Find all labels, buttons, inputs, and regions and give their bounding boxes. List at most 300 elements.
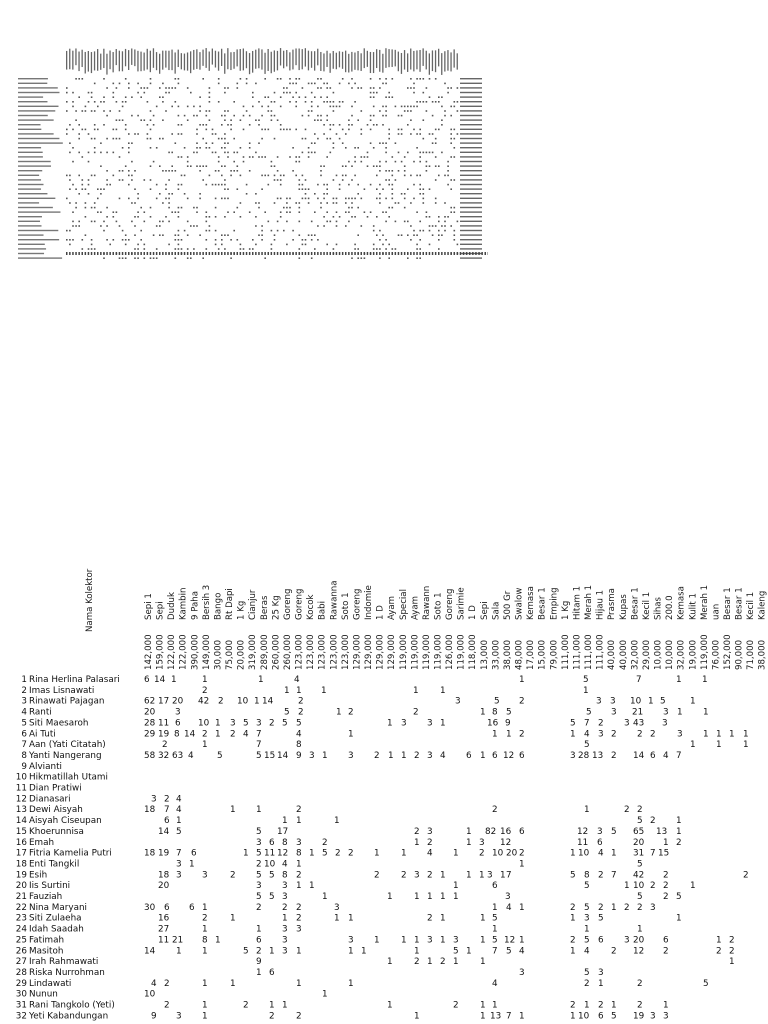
column-price: 123,000 xyxy=(329,634,340,670)
column-label: Kaleng xyxy=(757,590,768,620)
column-label: Sala xyxy=(491,601,502,620)
quantity-cell: 5 xyxy=(217,751,223,761)
quantity-cell: 1 xyxy=(387,892,393,902)
column-label: Besar 1 xyxy=(537,587,548,620)
quantity-cell: 2 xyxy=(663,881,669,892)
column-price: 152,000 xyxy=(723,634,733,670)
column-price: 289,000 xyxy=(259,634,270,670)
column-label: Sepi 1 xyxy=(144,593,154,620)
quantity-cell: 3 xyxy=(256,718,262,729)
collector-name: Rani Tangkolo (Yeti) xyxy=(29,1000,115,1011)
quantity-cell: 1 xyxy=(309,848,315,859)
quantity-cell: 17 xyxy=(158,696,170,707)
column-label: Bersih 3 xyxy=(201,584,212,620)
column-price: 20,000 xyxy=(236,639,247,670)
quantity-cell: 7 xyxy=(636,675,642,685)
column-label: Soto 1 xyxy=(433,592,444,620)
quantity-cell: 3 xyxy=(282,946,288,957)
quantity-cell: 4 xyxy=(176,794,182,805)
quantity-cell: 2 xyxy=(296,902,302,913)
collector-name: Rinawati Pajagan xyxy=(29,696,105,707)
quantity-cell: 1 xyxy=(702,675,708,685)
column-label: Bango xyxy=(213,592,224,620)
quantity-cell: 1 xyxy=(611,902,617,913)
quantity-cell: 1 xyxy=(637,924,643,935)
quantity-cell: 1 xyxy=(598,978,604,989)
quantity-cell: 1 xyxy=(361,946,367,957)
quantity-cell: 1 xyxy=(690,881,696,892)
quantity-cell: 13 xyxy=(490,1011,502,1022)
quantity-cell: 3 xyxy=(505,892,511,902)
quantity-cell: 1 xyxy=(413,685,419,696)
quantity-cell: 8 xyxy=(492,707,498,718)
quantity-cell: 17 xyxy=(277,826,289,837)
quantity-cell: 1 xyxy=(256,968,262,978)
quantity-cell: 1 xyxy=(519,902,525,913)
quantity-cell: 2 xyxy=(296,870,302,881)
quantity-cell: 1 xyxy=(401,848,407,859)
quantity-cell: 1 xyxy=(215,935,221,946)
collector-name: Emah xyxy=(29,837,55,848)
quantity-cell: 3 xyxy=(455,696,461,707)
quantity-cell: 3 xyxy=(334,902,340,913)
quantity-cell: 2 xyxy=(624,902,630,913)
quantity-cell: 1 xyxy=(570,1011,576,1022)
quantity-cell: 3 xyxy=(677,729,683,740)
quantity-cell: 2 xyxy=(570,935,576,946)
column-label: Hijau 1 xyxy=(595,589,606,620)
quantity-cell: 4 xyxy=(598,848,604,859)
quantity-cell: 5 xyxy=(492,935,498,946)
quantity-cell: 1 xyxy=(663,837,669,848)
quantity-cell: 1 xyxy=(296,859,302,870)
quantity-cell: 5 xyxy=(676,892,682,902)
quantity-cell: 2 xyxy=(584,978,590,989)
row-number: 23 xyxy=(15,913,27,924)
column-label: Babi xyxy=(317,600,328,620)
row-number: 7 xyxy=(21,740,27,751)
row-number: 1 xyxy=(21,675,27,685)
quantity-cell: 1 xyxy=(440,913,446,924)
column-label: Kecil 1 xyxy=(746,591,757,620)
quantity-cell: 14 xyxy=(144,946,156,957)
row-number: 11 xyxy=(15,783,27,794)
column-price: 122,000 xyxy=(167,634,178,670)
quantity-cell: 8 xyxy=(296,848,302,859)
column-price: 29,000 xyxy=(641,639,652,670)
quantity-cell: 1 xyxy=(414,892,420,902)
column-price: 119,000 xyxy=(433,634,444,670)
quantity-cell: 3 xyxy=(650,902,656,913)
quantity-cell: 1 xyxy=(427,957,433,968)
quantity-cell: 5 xyxy=(453,946,459,957)
quantity-cell: 4 xyxy=(294,675,300,685)
quantity-cell: 5 xyxy=(584,740,590,751)
quantity-cell: 1 xyxy=(690,696,696,707)
quantity-cell: 5 xyxy=(584,935,590,946)
quantity-cell: 28 xyxy=(144,718,156,729)
collector-name: Dewi Aisyah xyxy=(29,805,83,816)
quantity-cell: 2 xyxy=(676,837,682,848)
collector-name: Riska Nurrohman xyxy=(29,968,105,978)
quantity-cell: 7 xyxy=(611,870,617,881)
quantity-cell: 3 xyxy=(597,826,603,837)
quantity-cell: 1 xyxy=(202,924,208,935)
quantity-cell: 5 xyxy=(584,902,590,913)
quantity-cell: 20 xyxy=(633,935,645,946)
column-price: 32,000 xyxy=(676,639,687,670)
quantity-cell: 4 xyxy=(440,751,446,761)
quantity-cell: 11 xyxy=(158,935,170,946)
quantity-cell: 7 xyxy=(256,729,262,740)
quantity-cell: 2 xyxy=(414,957,420,968)
column-label: Rt Dapi xyxy=(225,588,236,620)
quantity-cell: 7 xyxy=(506,870,512,881)
column-price: 13,000 xyxy=(479,639,490,670)
quantity-cell: 2 xyxy=(427,837,433,848)
quantity-cell: 1 xyxy=(583,685,589,696)
column-price: 122,000 xyxy=(178,634,189,670)
collector-name: Aisyah Ciseupan xyxy=(29,816,102,826)
row-number: 18 xyxy=(15,859,27,870)
quantity-cell: 1 xyxy=(677,707,683,718)
quantity-cell: 2 xyxy=(202,729,208,740)
quantity-cell: 12 xyxy=(504,935,516,946)
quantity-cell: 2 xyxy=(298,696,304,707)
quantity-cell: 1 xyxy=(296,946,302,957)
quantity-cell: 5 xyxy=(243,718,249,729)
column-price: 119,000 xyxy=(456,634,467,670)
quantity-cell: 42 xyxy=(633,870,645,881)
column-price: 123,000 xyxy=(317,634,328,670)
quantity-cell: 1 xyxy=(584,1000,590,1011)
quantity-cell: 18 xyxy=(144,805,156,816)
column-price: 123,000 xyxy=(294,634,305,670)
quantity-cell: 1 xyxy=(703,729,709,740)
column-price: 149,000 xyxy=(201,634,212,670)
quantity-cell: 11 xyxy=(264,848,276,859)
quantity-cell: 10 xyxy=(198,718,210,729)
column-label: Sepi xyxy=(479,601,490,620)
quantity-cell: 29 xyxy=(144,729,156,740)
quantity-cell: 3 xyxy=(282,881,288,892)
quantity-cell: 2 xyxy=(230,870,236,881)
row-number: 22 xyxy=(15,902,27,913)
quantity-cell: 6 xyxy=(164,902,170,913)
quantity-cell: 3 xyxy=(479,837,485,848)
quantity-cell: 16 xyxy=(500,826,512,837)
column-label: Rawann xyxy=(421,585,432,620)
column-price: 111,000 xyxy=(560,634,571,670)
quantity-cell: 2 xyxy=(637,805,643,816)
quantity-cell: 2 xyxy=(663,870,669,881)
quantity-cell: 1 xyxy=(453,848,459,859)
column-price: 260,000 xyxy=(271,634,282,670)
quantity-cell: 1 xyxy=(480,1011,486,1022)
quantity-cell: 3 xyxy=(487,870,493,881)
column-price: 90,000 xyxy=(734,639,745,670)
quantity-cell: 1 xyxy=(743,729,749,740)
quantity-cell: 6 xyxy=(663,935,669,946)
quantity-cell: 20 xyxy=(633,837,645,848)
quantity-cell: 3 xyxy=(282,892,288,902)
quantity-cell: 5 xyxy=(322,848,328,859)
collector-name: Alvianti xyxy=(29,761,62,772)
column-price: 10,000 xyxy=(665,639,676,670)
quantity-cell: 1 xyxy=(624,881,630,892)
column-label: Goreng xyxy=(294,588,305,620)
column-price: 33,000 xyxy=(491,639,502,670)
quantity-cell: 1 xyxy=(374,848,380,859)
column-price: 40,000 xyxy=(607,639,618,670)
quantity-cell: 5 xyxy=(703,978,709,989)
column-price: 119,000 xyxy=(410,634,421,670)
quantity-cell: 14 xyxy=(262,696,274,707)
quantity-cell: 2 xyxy=(348,848,354,859)
quantity-cell: 5 xyxy=(256,826,262,837)
quantity-cell: 1 xyxy=(387,718,393,729)
quantity-cell: 6 xyxy=(598,935,604,946)
column-price: 260,000 xyxy=(283,634,293,670)
quantity-cell: 3 xyxy=(401,718,407,729)
quantity-cell: 1 xyxy=(466,826,472,837)
quantity-cell: 2 xyxy=(269,718,275,729)
row-number: 14 xyxy=(15,816,27,826)
quantity-cell: 7 xyxy=(164,805,170,816)
quantity-cell: 1 xyxy=(348,946,354,957)
quantity-cell: 2 xyxy=(729,946,735,957)
quantity-cell: 1 xyxy=(321,685,327,696)
row-number: 17 xyxy=(15,848,27,859)
column-price: 17,000 xyxy=(526,639,537,670)
quantity-cell: 1 xyxy=(743,740,749,751)
quantity-cell: 2 xyxy=(269,1011,275,1022)
column-label: 9 Paha xyxy=(190,591,201,620)
quantity-cell: 14 xyxy=(184,729,196,740)
quantity-cell: 1 xyxy=(729,957,735,968)
quantity-cell: 5 xyxy=(637,892,643,902)
quantity-cell: 2 xyxy=(637,729,643,740)
quantity-cell: 1 xyxy=(453,892,459,902)
quantity-cell: 6 xyxy=(492,751,498,761)
column-label: Kocok xyxy=(306,594,317,620)
quantity-cell: 2 xyxy=(570,1000,576,1011)
quantity-cell: 1 xyxy=(176,816,182,826)
quantity-cell: 5 xyxy=(494,696,500,707)
quantity-cell: 3 xyxy=(296,924,302,935)
quantity-cell: 32 xyxy=(158,751,170,761)
column-label: Kemasa xyxy=(676,586,687,620)
column-label: Duduk xyxy=(167,592,178,620)
quantity-cell: 1 xyxy=(202,740,208,751)
row-number: 21 xyxy=(15,892,27,902)
quantity-cell: 2 xyxy=(598,902,604,913)
quantity-cell: 11 xyxy=(577,837,589,848)
column-label: Ayam xyxy=(387,595,398,620)
quantity-cell: 1 xyxy=(230,978,236,989)
quantity-cell: 10 xyxy=(492,848,504,859)
quantity-cell: 2 xyxy=(162,740,168,751)
quantity-cell: 1 xyxy=(519,675,525,685)
quantity-cell: 2 xyxy=(663,946,669,957)
row-number: 13 xyxy=(15,805,27,816)
quantity-cell: 4 xyxy=(427,848,433,859)
quantity-cell: 5 xyxy=(637,859,643,870)
column-label: Kambin xyxy=(178,587,189,620)
quantity-cell: 2 xyxy=(440,957,446,968)
quantity-cell: 3 xyxy=(176,1011,182,1022)
quantity-cell: 2 xyxy=(256,859,262,870)
row-number: 25 xyxy=(15,935,27,946)
quantity-cell: 9 xyxy=(296,751,302,761)
quantity-cell: 1 xyxy=(230,805,236,816)
column-price: 79,000 xyxy=(549,639,560,670)
column-label: Rawanna xyxy=(329,580,340,620)
row-number: 27 xyxy=(15,957,27,968)
quantity-cell: 2 xyxy=(202,913,208,924)
quantity-cell: 2 xyxy=(348,707,354,718)
quantity-cell: 1 xyxy=(243,848,249,859)
row-number: 15 xyxy=(15,826,27,837)
column-label: Merah 1 xyxy=(699,584,710,620)
quantity-cell: 1 xyxy=(570,729,576,740)
row-number: 19 xyxy=(15,870,27,881)
quantity-cell: 9 xyxy=(151,1011,157,1022)
quantity-cell: 1 xyxy=(254,696,260,707)
quantity-cell: 4 xyxy=(282,859,288,870)
quantity-cell: 1 xyxy=(374,935,380,946)
collector-name: Nunun xyxy=(29,989,58,1000)
column-price: 30,000 xyxy=(213,639,224,670)
quantity-cell: 1 xyxy=(284,685,290,696)
row-number: 10 xyxy=(15,772,27,783)
column-price: 10,000 xyxy=(653,639,664,670)
column-price: 19,000 xyxy=(688,639,699,670)
quantity-cell: 3 xyxy=(519,968,525,978)
quantity-cell: 3 xyxy=(611,707,617,718)
name-column-header: Nama Kolektor xyxy=(85,568,95,632)
quantity-cell: 1 xyxy=(584,924,590,935)
quantity-cell: 1 xyxy=(334,913,340,924)
collector-name: Yanti Nangerang xyxy=(29,751,102,761)
quantity-cell: 3 xyxy=(596,696,602,707)
quantity-cell: 20 xyxy=(506,848,518,859)
quantity-cell: 1 xyxy=(427,892,433,902)
quantity-cell: 4 xyxy=(492,978,498,989)
column-price: 390,000 xyxy=(190,634,201,670)
row-number: 20 xyxy=(15,881,27,892)
collector-name: Aan (Yati Citatah) xyxy=(29,740,106,751)
quantity-cell: 10 xyxy=(144,989,156,1000)
quantity-cell: 5 xyxy=(660,696,666,707)
quantity-cell: 5 xyxy=(611,826,617,837)
quantity-cell: 6 xyxy=(189,902,195,913)
quantity-cell: 2 xyxy=(414,826,420,837)
quantity-cell: 5 xyxy=(256,870,262,881)
column-price: 159,000 xyxy=(155,634,166,670)
column-label: Indomie xyxy=(364,585,374,620)
quantity-cell: 1 xyxy=(466,870,472,881)
column-label: Kupas xyxy=(618,594,629,620)
quantity-cell: 1 xyxy=(676,826,682,837)
quantity-cell: 3 xyxy=(202,870,208,881)
quantity-cell: 5 xyxy=(506,946,512,957)
quantity-cell: 4 xyxy=(151,978,157,989)
quantity-cell: 1 xyxy=(336,707,342,718)
column-label: Sarimie xyxy=(456,587,467,620)
column-label: Besar 1 xyxy=(723,587,733,620)
quantity-cell: 1 xyxy=(215,729,221,740)
collector-name: Hikmatillah Utami xyxy=(29,772,108,783)
quantity-cell: 3 xyxy=(650,1011,656,1022)
quantity-cell: 2 xyxy=(164,1000,170,1011)
quantity-cell: 6 xyxy=(597,837,603,848)
quantity-cell: 5 xyxy=(282,718,288,729)
quantity-cell: 1 xyxy=(348,729,354,740)
quantity-cell: 1 xyxy=(480,913,486,924)
quantity-cell: 19 xyxy=(158,848,170,859)
quantity-cell: 43 xyxy=(633,718,645,729)
row-number: 32 xyxy=(15,1011,27,1022)
quantity-cell: 3 xyxy=(584,913,590,924)
column-label: Kecil 1 xyxy=(641,591,652,620)
quantity-cell: 1 xyxy=(570,848,576,859)
quantity-cell: 1 xyxy=(492,924,498,935)
column-price: 40,000 xyxy=(618,639,629,670)
quantity-cell: 10 xyxy=(237,696,249,707)
quantity-cell: 13 xyxy=(592,751,604,761)
quantity-cell: 8 xyxy=(202,935,208,946)
quantity-cell: 1 xyxy=(703,707,709,718)
quantity-cell: 2 xyxy=(519,729,525,740)
quantity-cell: 2 xyxy=(729,935,735,946)
quantity-cell: 1 xyxy=(202,902,208,913)
quantity-cell: 2 xyxy=(256,946,262,957)
quantity-cell: 3 xyxy=(598,729,604,740)
column-label: Kulit 1 xyxy=(688,593,699,620)
collector-name: Dianasari xyxy=(29,794,71,805)
quantity-cell: 14 xyxy=(154,675,166,685)
quantity-cell: 1 xyxy=(282,816,288,826)
column-label: 200.0 xyxy=(665,595,676,620)
quantity-cell: 1 xyxy=(387,1000,393,1011)
quantity-cell: 16 xyxy=(487,718,499,729)
quantity-cell: 19 xyxy=(158,729,170,740)
collector-name: Ai Tuti xyxy=(29,729,56,740)
quantity-cell: 2 xyxy=(374,751,380,761)
column-label: 500 Gr xyxy=(503,590,513,620)
quantity-cell: 1 xyxy=(440,685,446,696)
column-label: Prasma xyxy=(607,588,618,620)
quantity-cell: 1 xyxy=(519,859,525,870)
column-price: 319,000 xyxy=(248,634,259,670)
quantity-cell: 2 xyxy=(637,978,643,989)
quantity-cell: 2 xyxy=(256,902,262,913)
quantity-cell: 2 xyxy=(414,751,420,761)
quantity-cell: 1 xyxy=(414,837,420,848)
quantity-cell: 1 xyxy=(440,935,446,946)
quantity-cell: 20 xyxy=(172,696,184,707)
quantity-cell: 3 xyxy=(282,935,288,946)
quantity-cell: 3 xyxy=(663,1011,669,1022)
column-label: Cianjur xyxy=(248,589,259,620)
collector-name: Dian Pratiwi xyxy=(29,783,82,794)
quantity-cell: 1 xyxy=(256,805,262,816)
quantity-cell: 10 xyxy=(264,859,276,870)
quantity-cell: 3 xyxy=(427,751,433,761)
quantity-cell: 82 xyxy=(485,826,497,837)
collector-name: Siti Zulaeha xyxy=(29,913,82,924)
